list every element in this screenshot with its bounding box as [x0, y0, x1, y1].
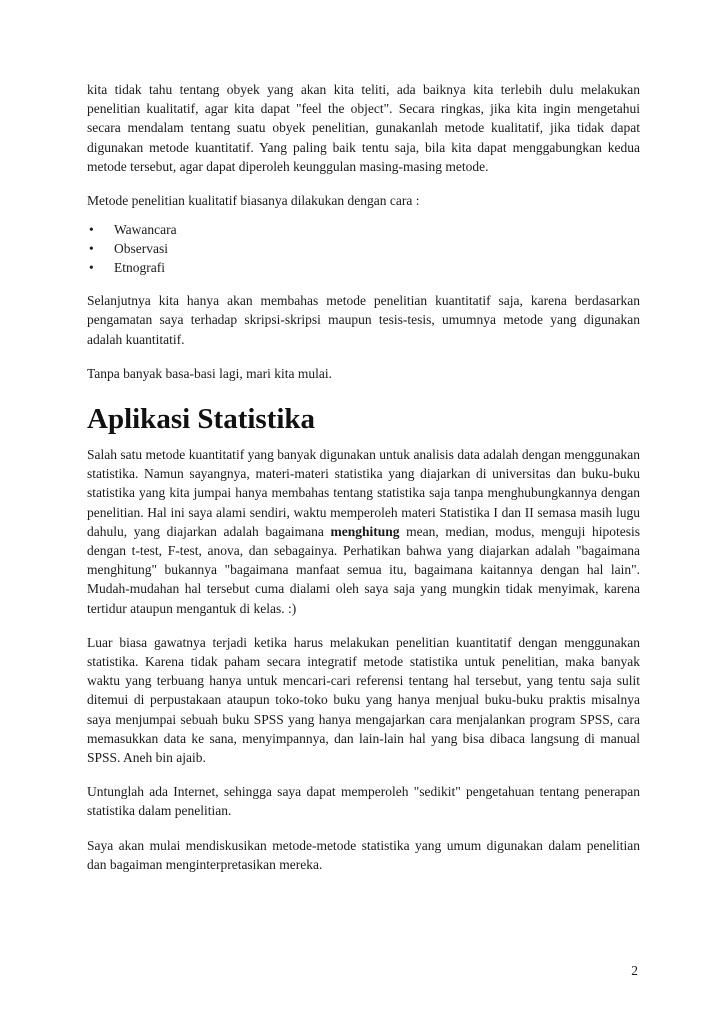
- document-page: [87, 80, 640, 889]
- internet-paragraph: Untunglah ada Internet, sehingga saya dapat memperoleh "sedikit" pengetahuan tentang penerapan statistika dalam penelitian.: [87, 784, 640, 819]
- bullet-icon: •: [89, 222, 94, 238]
- closing-paragraph: Saya akan mulai mendiskusikan metode-metode statistika yang umum digunakan dalam penelitian dan bagaiman menginterpretasikan mereka.: [87, 837, 640, 872]
- methods-list: [87, 220, 640, 277]
- statistics-text-part2: mean, median, modus, menguji hipotesis dengan t-test, F-test, anova, dan sebagainya. Perhatikan bahwa yang diajarkan adalah "bagaimana menghitung" bukannya "bagaimana manfaat semua itu, bagaimana kaitannya dengan hal lain". Mudah-mudahan hal tersebut cuma dialami oleh saya saja yang mungkin tidak menyimak, karena tertidur ataupun mengantuk di kelas. :): [87, 523, 640, 616]
- intro-paragraph: kita tidak tahu tentang obyek yang akan kita teliti, ada baiknya kita terlebih dulu melakukan penelitian kualitatif, agar kita dapat "feel the object". Secara ringkas, jika kita ingin mengetahui secara mendalam tentang suatu obyek penelitian, gunakanlah metode kualitatif, jika tidak dapat digunakan metode kuantitatif. Yang paling baik tentu saja, bila kita dapat menggabungkan kedua metode tersebut, agar dapat diperoleh keunggulan masing-masing metode.: [87, 82, 640, 174]
- list-item-label: Observasi: [114, 241, 168, 257]
- start-paragraph: Tanpa banyak basa-basi lagi, mari kita mulai.: [87, 365, 332, 381]
- list-item-label: Wawancara: [114, 222, 177, 238]
- page-number: 2: [631, 963, 638, 978]
- list-item: [87, 220, 640, 239]
- statistics-text-part1: Salah satu metode kuantitatif yang banyak digunakan untuk analisis data adalah dengan menggunakan statistika. Namun sayangnya, materi-materi statistika yang diajarkan di universitas dan buku-buku statistika yang kita jumpai hanya membahas tentang statistika saja tanpa menghubungkannya dengan penelitian. Hal ini saya alami sendiri, waktu memperoleh materi Statistika I dan II semasa masih lugu dahulu, yang diajarkan adalah bagaimana: [87, 447, 640, 539]
- methods-intro: Metode penelitian kualitatif biasanya dilakukan dengan cara :: [87, 193, 420, 209]
- list-item-label: Etnografi: [114, 260, 165, 276]
- bullet-icon: •: [89, 241, 94, 257]
- statistics-paragraph: [87, 445, 640, 618]
- section-heading: Aplikasi Statistika: [87, 403, 316, 436]
- quantitative-paragraph: Selanjutnya kita hanya akan membahas metode penelitian kuantitatif saja, karena berdasarkan pengamatan saya terhadap skripsi-skripsi maupun tesis-tesis, umumnya metode yang digunakan adalah kuantitatif.: [87, 293, 640, 347]
- list-item: [87, 258, 640, 277]
- problem-paragraph: Luar biasa gawatnya terjadi ketika harus melakukan penelitian kuantitatif dengan menggunakan statistika. Karena tidak paham secara integratif metode statistika untuk penelitian, maka banyak waktu yang terbuang hanya untuk mencari-cari referensi tentang hal tersebut, yang tentu saja sulit ditemui di perpustakaan ataupun toko-toko buku yang hanya menjual buku-buku praktis misalnya saya menjumpai sebuah buku SPSS yang hanya mengajarkan cara menjalankan program SPSS, cara memasukkan data ke sana, menyimpannya, dan lain-lain hal yang bisa dibaca langsung di manual SPSS. Aneh bin ajaib.: [87, 634, 640, 766]
- statistics-bold-word: menghitung: [330, 523, 400, 539]
- bullet-icon: •: [89, 260, 94, 276]
- list-item: [87, 239, 640, 258]
